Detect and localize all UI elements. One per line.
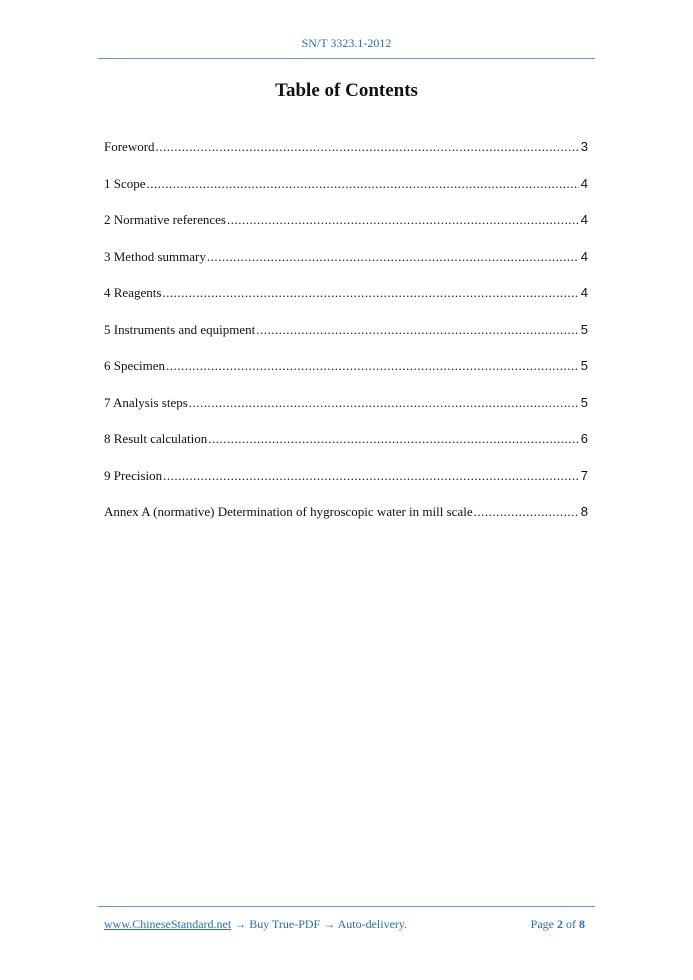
toc-leader-dots bbox=[474, 502, 579, 522]
toc-leader-dots bbox=[147, 174, 579, 194]
toc-entry-page: 5 bbox=[580, 358, 588, 373]
toc-leader-dots bbox=[256, 320, 578, 340]
toc-entry-label: 9 Precision bbox=[104, 467, 163, 483]
toc-leader-dots bbox=[208, 429, 579, 449]
toc-entry-scope[interactable] bbox=[104, 174, 588, 211]
site-link[interactable]: www.ChineseStandard.net bbox=[104, 917, 232, 931]
toc-entry-result-calculation[interactable] bbox=[104, 429, 588, 466]
toc-entry-label: 8 Result calculation bbox=[104, 431, 208, 446]
toc-leader-dots bbox=[162, 283, 578, 303]
toc-leader-dots bbox=[227, 210, 579, 230]
page-number bbox=[531, 917, 585, 932]
toc-entry-label: 7 Analysis steps bbox=[104, 394, 188, 410]
toc-leader-dots bbox=[189, 393, 579, 413]
toc-entry-analysis-steps[interactable] bbox=[104, 393, 588, 430]
toc-entry-label: Foreword bbox=[104, 139, 155, 154]
table-of-contents bbox=[104, 137, 588, 539]
toc-leader-dots bbox=[156, 137, 579, 157]
toc-entry-specimen[interactable] bbox=[104, 356, 588, 393]
toc-entry-label: 3 Method summary bbox=[104, 248, 206, 264]
arrow-right-icon: → bbox=[323, 917, 336, 931]
standard-code: SN/T 3323.1-2012 bbox=[301, 36, 392, 50]
buy-true-pdf-link[interactable]: Buy True-PDF bbox=[249, 917, 321, 931]
toc-entry-page: 4 bbox=[580, 248, 588, 264]
toc-leader-dots bbox=[207, 247, 579, 267]
toc-entry-label: 6 Specimen bbox=[104, 358, 166, 373]
toc-entry-page: 4 bbox=[580, 285, 588, 300]
of-word: of bbox=[566, 917, 576, 931]
arrow-right-icon: → bbox=[234, 917, 247, 931]
toc-entry-instruments[interactable] bbox=[104, 320, 588, 357]
footer-promo bbox=[104, 917, 407, 932]
toc-entry-label: 2 Normative references bbox=[104, 212, 226, 227]
page-word: Page bbox=[530, 917, 554, 931]
toc-entry-reagents[interactable] bbox=[104, 283, 588, 320]
toc-entry-page: 5 bbox=[580, 394, 588, 410]
toc-entry-normative-references[interactable] bbox=[104, 210, 588, 247]
toc-entry-page: 4 bbox=[580, 212, 588, 227]
toc-entry-page: 7 bbox=[580, 467, 588, 483]
page-header bbox=[98, 32, 595, 59]
auto-delivery-text: Auto-delivery. bbox=[337, 917, 408, 931]
toc-entry-page: 6 bbox=[580, 431, 588, 446]
toc-entry-foreword[interactable] bbox=[104, 137, 588, 174]
toc-leader-dots bbox=[166, 356, 579, 376]
toc-entry-page: 3 bbox=[580, 139, 588, 154]
total-page-number: 8 bbox=[579, 917, 585, 931]
toc-entry-label: Annex A (normative) Determination of hygroscopic water in mill scale bbox=[104, 504, 473, 519]
toc-entry-label: 1 Scope bbox=[104, 175, 146, 191]
toc-entry-label: 5 Instruments and equipment bbox=[104, 321, 256, 337]
toc-entry-annex-a[interactable] bbox=[104, 502, 588, 539]
toc-entry-page: 4 bbox=[580, 175, 588, 191]
page-title: Table of Contents bbox=[275, 80, 418, 101]
toc-entry-precision[interactable] bbox=[104, 466, 588, 503]
toc-entry-label: 4 Reagents bbox=[104, 285, 162, 300]
current-page-number: 2 bbox=[557, 917, 563, 931]
toc-entry-method-summary[interactable] bbox=[104, 247, 588, 284]
toc-leader-dots bbox=[163, 466, 579, 486]
toc-entry-page: 5 bbox=[580, 321, 588, 337]
page-footer bbox=[98, 906, 595, 937]
toc-entry-page: 8 bbox=[580, 504, 588, 519]
